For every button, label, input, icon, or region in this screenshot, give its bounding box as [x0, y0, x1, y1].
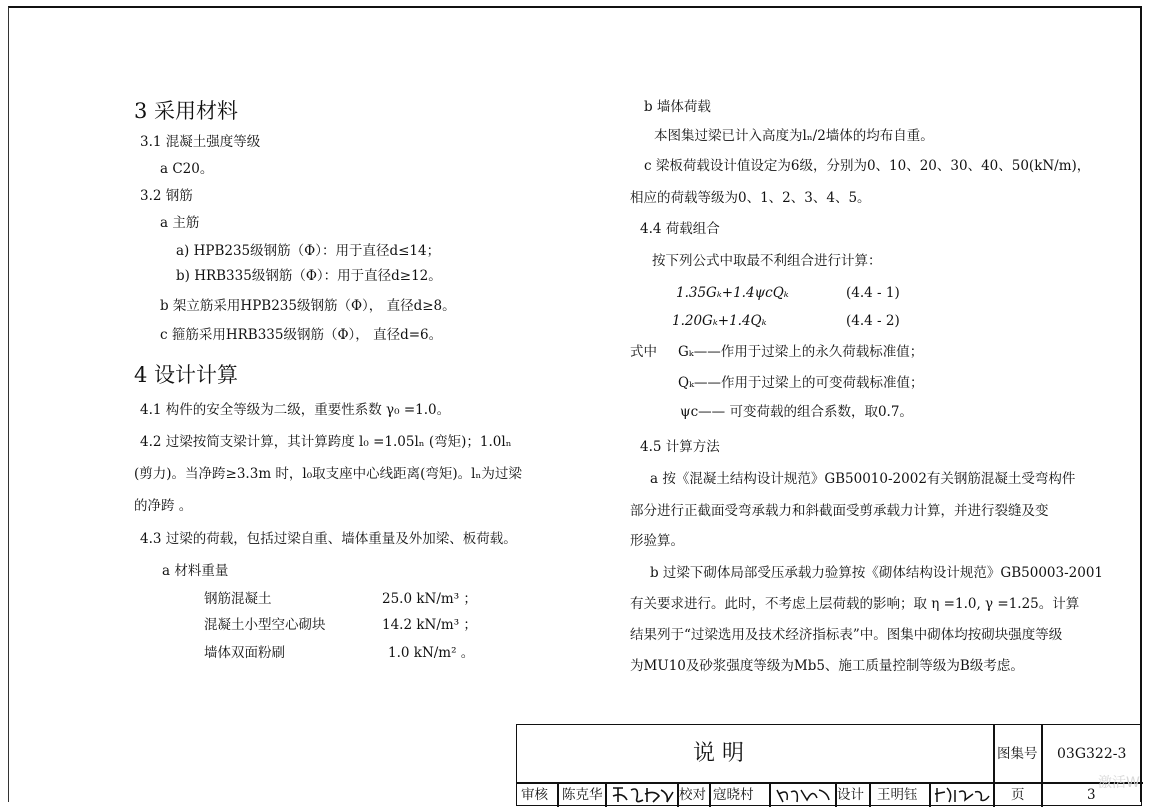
s32-a-b: b) HRB335级钢筋（Φ）：用于直径d≥12。 [176, 268, 442, 284]
section-3-title: 3 采用材料 [134, 99, 239, 123]
s32-heading: 3.2 钢筋 [140, 188, 193, 204]
b-wall-load-text: 本图集过梁已计入高度为lₙ/2墙体的均布自重。 [654, 128, 934, 144]
where-label: 式中 [630, 344, 657, 360]
s32-a-a: a) HPB235级钢筋（Φ）：用于直径d≤14； [176, 243, 441, 259]
s45-heading: 4.5 计算方法 [640, 439, 720, 455]
s45-b-line2: 有关要求进行。此时，不考虑上层荷载的影响；取 η =1.0, γ =1.25。计算 [630, 596, 1080, 612]
atlas-number: 03G322-3 [1057, 746, 1127, 762]
checker-name: 寇晓村 [713, 787, 754, 803]
reviewer-name: 陈克华 [562, 787, 603, 803]
watermark: 激活W [1098, 775, 1140, 791]
s32-a: a 主筋 [160, 215, 200, 231]
formula-2: 1.20Gₖ+1.4Qₖ [672, 313, 767, 329]
material-value: 25.0 kN/m³ ； [382, 591, 477, 607]
s43-text: 4.3 过梁的荷载，包括过梁自重、墙体重量及外加梁、板荷载。 [140, 531, 517, 547]
checker-signature [773, 784, 833, 806]
s32-b: b 架立筋采用HPB235级钢筋（Φ）， 直径d≥8。 [160, 298, 456, 314]
atlas-number-label: 图集号 [997, 746, 1038, 762]
material-name: 混凝土小型空心砌块 [204, 617, 326, 633]
sheet-title: 说 明 [693, 741, 744, 766]
s44-heading: 4.4 荷载组合 [640, 221, 720, 237]
c-slab-load-line1: c 梁板荷载设计值设定为6级，分别为0、10、20、30、40、50(kN/m)， [644, 158, 1091, 174]
reviewer-signature [609, 784, 675, 806]
s42-line2: (剪力)。当净跨≥3.3m 时，l₀取支座中心线距离(弯矩)。lₙ为过梁 [134, 466, 522, 482]
c-slab-load-line2: 相应的荷载等级为0、1、2、3、4、5。 [630, 190, 871, 206]
s45-b-line3: 结果列于“过梁选用及技术经济指标表”中。图集中砌体均按砌块强度等级 [630, 627, 1063, 643]
where-psi: ψc—— 可变荷载的组合系数，取0.7。 [680, 404, 913, 420]
s32-c: c 箍筋采用HRB335级钢筋（Φ）， 直径d=6。 [160, 327, 443, 343]
s44-text: 按下列公式中取最不利组合进行计算： [652, 253, 882, 269]
review-label: 审核 [521, 787, 548, 803]
s45-b-line4: 为MU10及砂浆强度等级为Mb5、施工质量控制等级为B级考虑。 [630, 658, 1024, 674]
s41-text: 4.1 构件的安全等级为二级，重要性系数 γ₀ =1.0。 [140, 402, 451, 418]
s31-heading: 3.1 混凝土强度等级 [140, 134, 261, 150]
page-label: 页 [1011, 787, 1025, 803]
material-name: 墙体双面粉刷 [204, 645, 285, 661]
formula-1: 1.35Gₖ+1.4ψcQₖ [676, 285, 789, 301]
s45-a-line3: 形验算。 [630, 533, 684, 549]
s45-a-line1: a 按《混凝土结构设计规范》GB50010-2002有关钢筋混凝土受弯构件 [650, 471, 1076, 487]
check-label: 校对 [679, 787, 706, 803]
designer-signature [933, 784, 991, 806]
designer-name: 王明钰 [877, 787, 918, 803]
s42-line3: 的净跨 。 [134, 498, 193, 514]
material-value: 1.0 kN/m² 。 [388, 645, 475, 661]
s43-a: a 材料重量 [162, 563, 229, 579]
s42-line1: 4.2 过梁按简支梁计算，其计算跨度 l₀ =1.05lₙ (弯矩)；1.0lₙ [140, 434, 512, 450]
formula-2-number: (4.4 - 2) [846, 313, 900, 329]
b-wall-load-title: b 墙体荷载 [644, 99, 711, 115]
formula-1-number: (4.4 - 1) [846, 285, 900, 301]
page-number: 3 [1087, 787, 1096, 803]
where-gk: Gₖ——作用于过梁上的永久荷载标准值； [678, 344, 924, 360]
design-label: 设计 [837, 787, 864, 803]
title-block [516, 724, 1142, 806]
section-4-title: 4 设计计算 [134, 363, 239, 387]
material-name: 钢筋混凝土 [204, 591, 272, 607]
s31-a: a C20。 [160, 161, 214, 177]
s45-a-line2: 部分进行正截面受弯承载力和斜截面受剪承载力计算，并进行裂缝及变 [630, 503, 1049, 519]
s45-b-line1: b 过梁下砌体局部受压承载力验算按《砌体结构设计规范》GB50003-2001 [650, 565, 1104, 581]
material-value: 14.2 kN/m³ ； [382, 617, 477, 633]
where-qk: Qₖ——作用于过梁上的可变荷载标准值； [678, 375, 924, 391]
